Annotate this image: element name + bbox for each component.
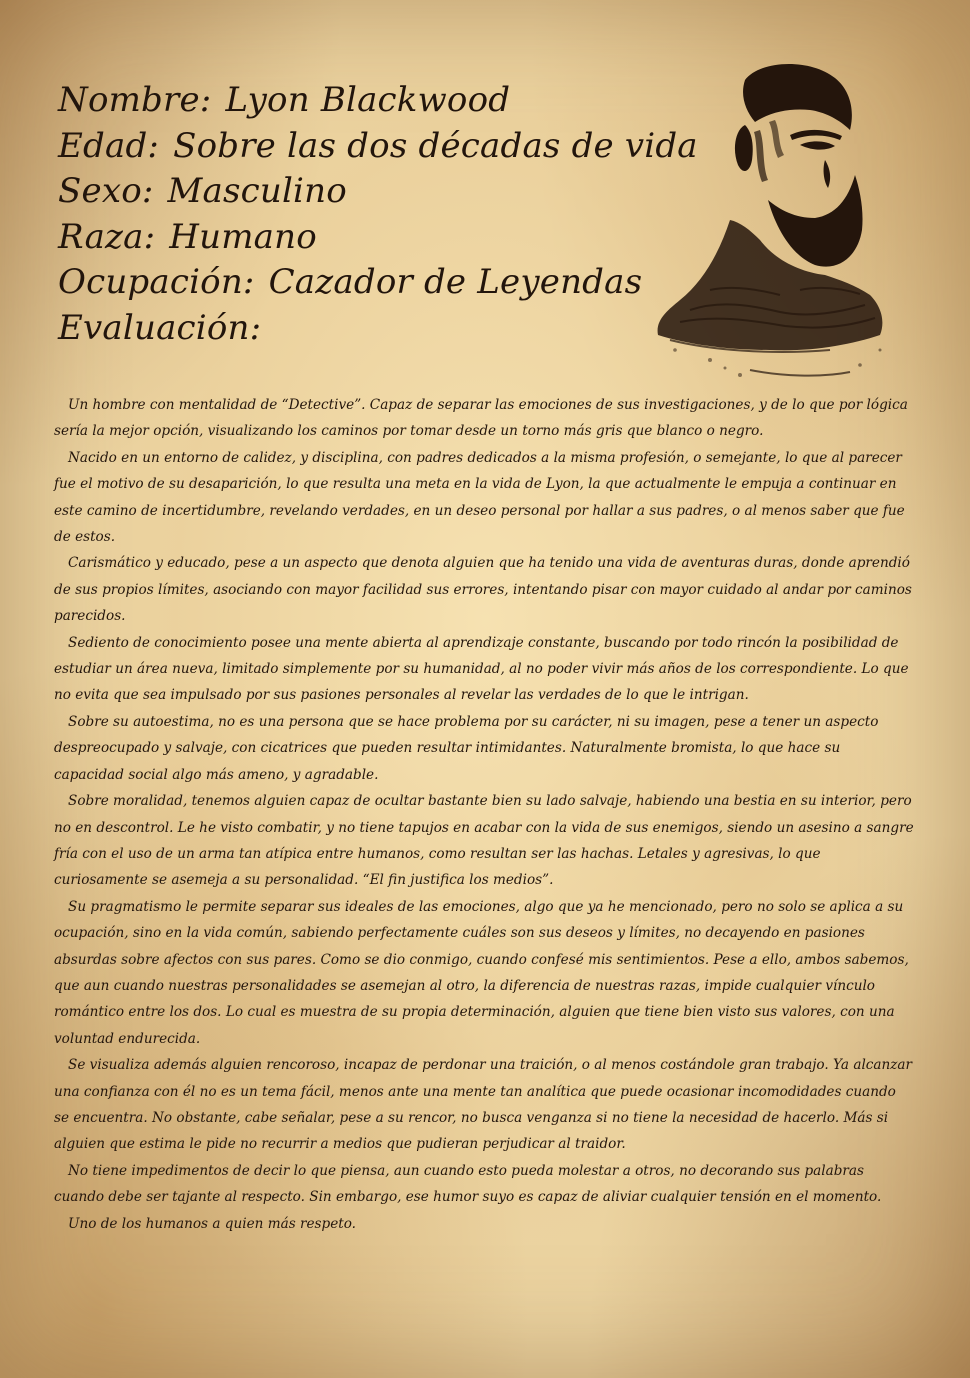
field-age: [58, 124, 698, 170]
paragraph: Se visualiza además alguien rencoroso, incapaz de perdonar una traición, o al menos costándole gran trabajo. Ya alcanzar una confianza con él no es un tema fácil, menos ante una mente tan analítica que puede ocasionar incomodidades cuando se encuentra. No obstante, cabe señalar, pese a su rencor, no busca venganza si no tiene la necesidad de hacerlo. Más si alguien que estima le pide no recurrir a medios que pudieran perjudicar al traidor.: [54, 1057, 913, 1153]
paragraph: Carismático y educado, pese a un aspecto que denota alguien que ha tenido una vida de aventuras duras, donde aprendió de sus propios límites, asociando con mayor facilidad sus errores, intentando pisar con mayor cuidado al andar por caminos parecidos.: [54, 555, 912, 625]
evaluation-text: [54, 392, 914, 1237]
paragraph: Sobre su autoestima, no es una persona que se hace problema por su carácter, ni su imagen, pese a tener un aspecto despreocupado y salvaje, con cicatrices que pueden resultar intimidantes. Naturalmente bromista, lo que hace su capacidad social algo más ameno, y agradable.: [54, 713, 879, 783]
field-value: Humano: [169, 216, 317, 257]
field-name: [58, 78, 618, 124]
paragraph: Uno de los humanos a quien más respeto.: [68, 1215, 356, 1232]
field-label: Raza:: [58, 216, 156, 257]
field-label: Ocupación:: [58, 262, 255, 303]
field-label: Nombre:: [58, 80, 212, 120]
field-value: Masculino: [167, 171, 347, 212]
field-label: Evaluación:: [58, 307, 262, 348]
character-fields: [58, 78, 698, 352]
bearded-man-portrait-icon: [650, 50, 895, 390]
field-label: Edad:: [58, 125, 160, 166]
field-occupation: [58, 260, 643, 306]
field-value: Lyon Blackwood: [225, 80, 511, 120]
paragraph: Sediento de conocimiento posee una mente abierta al aprendizaje constante, buscando por todo rincón la posibilidad de estudiar un área nueva, limitado simplemente por su humanidad, al no poder vivir más años de los correspondiente. Lo que no evita que sea impulsado por sus pasiones personales al revelar las verdades de lo que le intrigan.: [54, 634, 909, 704]
field-label: Sexo:: [58, 171, 154, 212]
paragraph: Un hombre con mentalidad de “Detective”. Capaz de separar las emociones de sus investigaciones, y de lo que por lógica sería la mejor opción, visualizando los caminos por tomar desde un torno más gris que blanco o negro.: [54, 397, 908, 440]
field-value: Cazador de Leyendas: [268, 262, 643, 303]
field-value: Sobre las dos décadas de vida: [173, 125, 698, 166]
paragraph: No tiene impedimentos de decir lo que piensa, aun cuando esto pueda molestar a otros, no decorando sus palabras cuando debe ser tajante al respecto. Sin embargo, ese humor suyo es capaz de aliviar cualquier tensión en el momento.: [54, 1162, 882, 1206]
paragraph: Sobre moralidad, tenemos alguien capaz de ocultar bastante bien su lado salvaje, habiendo una bestia en su interior, pero no en descontrol. Le he visto combatir, y no tiene tapujos en acabar con la vida de sus enemigos, siendo un asesino a sangre fría con el uso de un arma tan atípica entre humanos, como resultan ser las hachas. Letales y agresivas, lo que curiosamente se asemeja a su personalidad. “El fin justifica los medios”.: [54, 793, 914, 889]
paragraph: Su pragmatismo le permite separar sus ideales de las emociones, algo que ya he mencionado, pero no solo se aplica a su ocupación, sino en la vida común, sabiendo perfectamente cuáles son sus deseos y límites, no decayendo en pasiones absurdas sobre afectos con sus pares. Como se dio conmigo, cuando confesé mis sentimientos. Pese a ello, ambos sabemos, que aun cuando nuestras personalidades se asemejan al otro, la diferencia de nuestras razas, impide cualquier vínculo romántico entre los dos. Lo cual es muestra de su propia determinación, alguien que tiene bien visto sus valores, con una voluntad endurecida.: [54, 898, 909, 1047]
paragraph: Nacido en un entorno de calidez, y disciplina, con padres dedicados a la misma profesión, o semejante, lo que al parecer fue el motivo de su desaparición, lo que resulta una meta en la vida de Lyon, la que actualmente le empuja a continuar en este camino de incertidumbre, revelando verdades, en un deseo personal por hallar a sus padres, o al menos saber que fue de estos.: [54, 449, 905, 546]
field-sex: [58, 169, 618, 215]
field-race: [58, 215, 618, 261]
field-evaluation: [58, 306, 618, 352]
